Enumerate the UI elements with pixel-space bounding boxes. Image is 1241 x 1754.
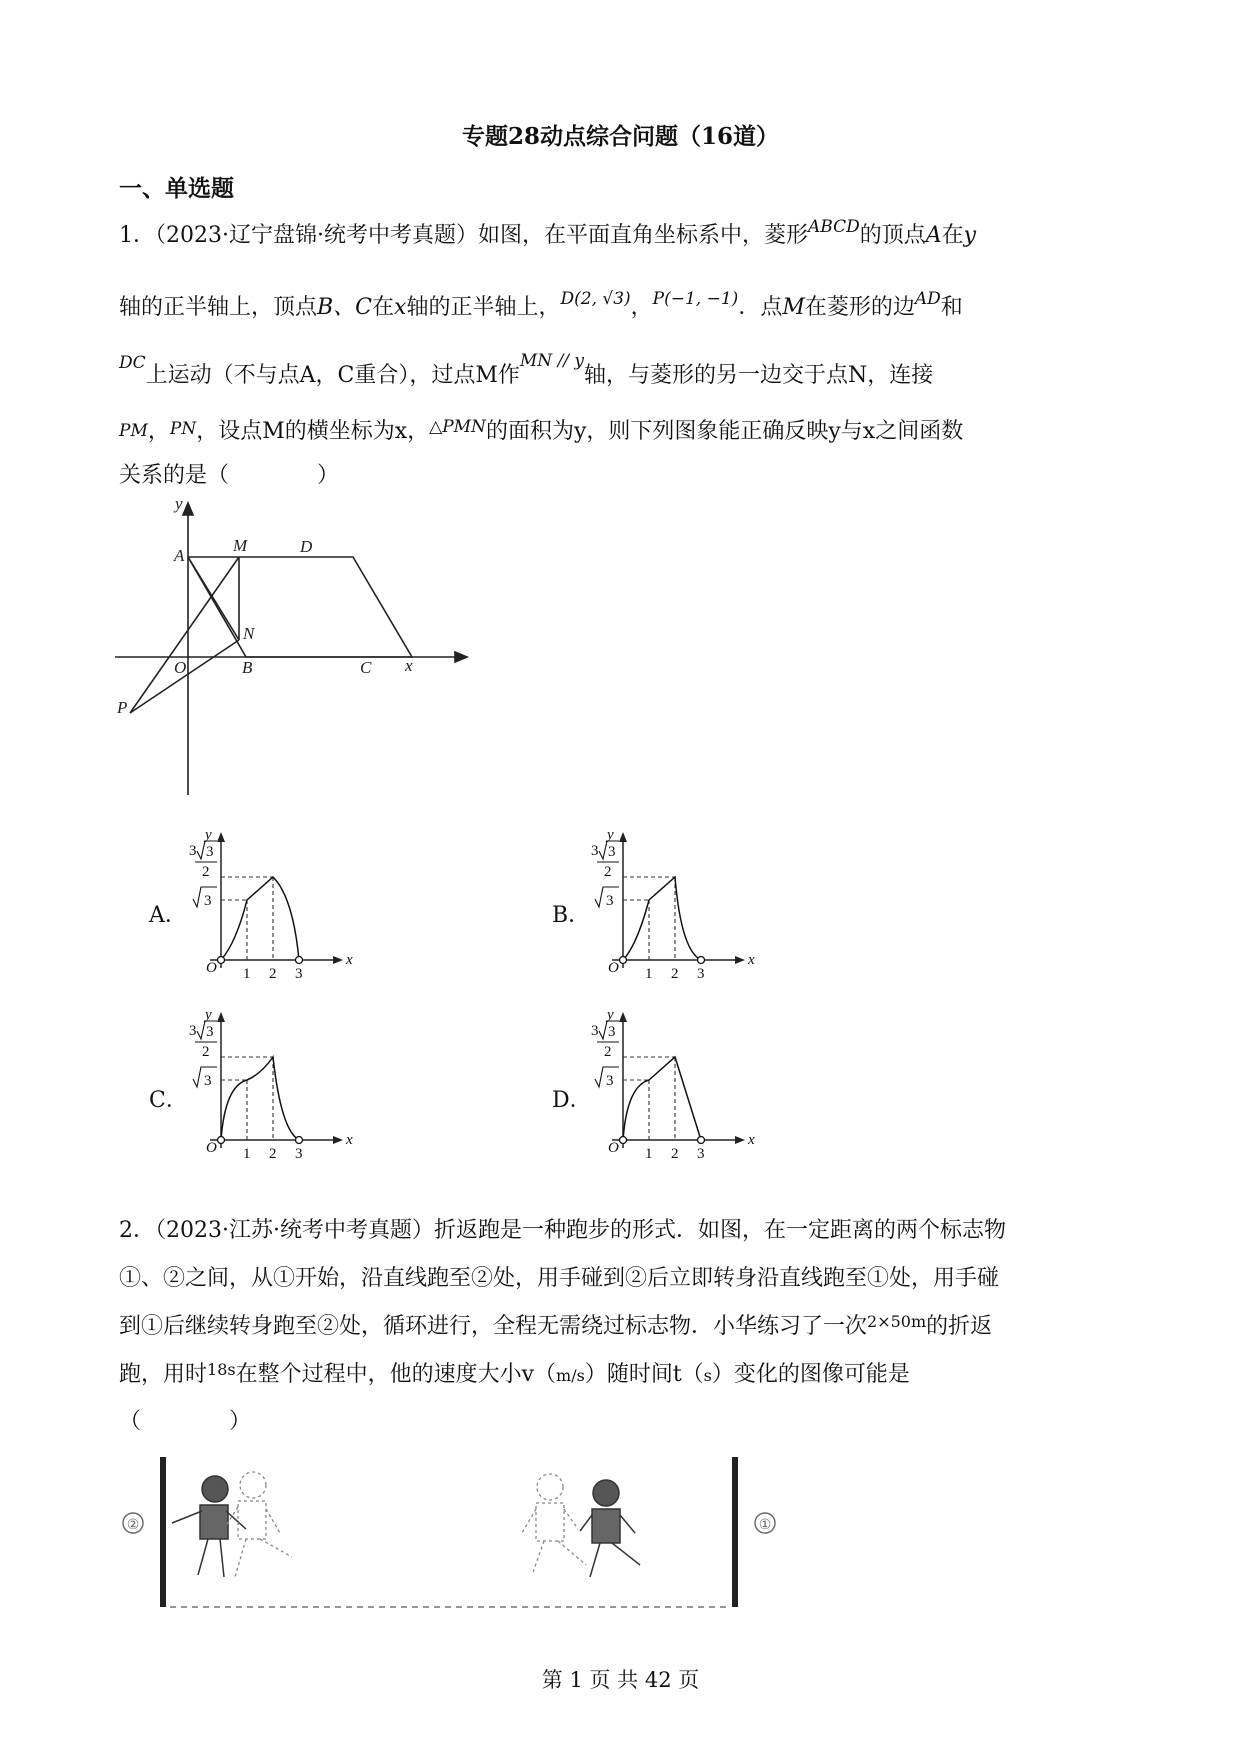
y-axis-label: y — [607, 827, 614, 843]
origin-label: O — [206, 1140, 217, 1156]
y-label-top-root: 3 — [206, 1024, 214, 1040]
open-point-origin — [620, 957, 627, 964]
tick-label-2: 2 — [269, 966, 277, 982]
graph-curve — [623, 1057, 701, 1140]
y-axis-label: y — [607, 1007, 614, 1023]
y-axis-label: y — [205, 827, 212, 843]
y-label-top-root: 3 — [206, 844, 214, 860]
y-label-top-coeff: 3 — [189, 843, 197, 859]
y-label-low-root: 3 — [204, 893, 212, 909]
tick-label-3: 3 — [295, 1146, 303, 1162]
origin-label: O — [206, 960, 217, 976]
q2-line-3: 到①后继续转身跑至②处，循环进行，全程无需绕过标志物．小华练习了一次$^{2\times 50m}$的折返 — [119, 1312, 993, 1339]
tick-label-1: 1 — [243, 966, 251, 982]
x-axis-arrow — [333, 1136, 343, 1144]
q1-line-1: 1．（2023·辽宁盘锦·统考中考真题）如图，在平面直角坐标系中，菱形$^{ABCD}$的顶点A在y — [119, 217, 977, 248]
fig-label-N: N — [243, 624, 255, 643]
x-axis-arrow — [735, 1136, 745, 1144]
x-axis-label: x — [346, 1132, 353, 1148]
tick-label-2: 2 — [671, 1146, 679, 1162]
tick-label-1: 1 — [645, 1146, 653, 1162]
q2-line-2: ①、②之间，从①开始，沿直线跑至②处，用手碰到②后立即转身沿直线跑至①处，用手碰 — [119, 1266, 1000, 1291]
y-axis-arrow — [619, 1012, 627, 1022]
open-point-x3 — [296, 1137, 303, 1144]
y-label-top-den: 2 — [202, 1044, 210, 1060]
open-point-x3 — [698, 957, 705, 964]
y-label-top-den: 2 — [604, 864, 612, 880]
q2-line-4: 跑，用时$^{18s}$在整个过程中，他的速度大小v（m/s）随时间t（s）变化的图像可能是 — [119, 1360, 910, 1387]
origin-label: O — [608, 960, 619, 976]
fig-label-M: M — [233, 536, 248, 555]
q1-line-4: PM，PN，设点M的横坐标为x，$^{\triangle PMN}$的面积为y，则下列图象能正确反映y与x之间函数 — [119, 417, 964, 444]
rhombus-figure — [115, 495, 475, 805]
option-d-graph[interactable] — [592, 1005, 782, 1165]
open-point-x3 — [698, 1137, 705, 1144]
y-label-low-root: 3 — [606, 1073, 614, 1089]
fig-label-P: P — [117, 698, 128, 717]
graph-curve — [221, 1057, 299, 1140]
page-footer: 第 1 页 共 42 页 — [541, 1668, 700, 1692]
option-c-label[interactable]: C． — [149, 1088, 188, 1113]
tick-label-2: 2 — [671, 966, 679, 982]
tick-label-2: 2 — [269, 1146, 277, 1162]
q1-line-5: 关系的是（ ） — [119, 463, 340, 488]
y-axis-arrow — [619, 832, 627, 842]
marker-2-label: ② — [126, 1518, 140, 1533]
option-b-graph[interactable] — [592, 825, 772, 985]
x-axis-label: x — [748, 952, 755, 968]
fig-label-x: x — [405, 656, 413, 675]
q2-line-5: （ ） — [119, 1409, 252, 1434]
tick-label-3: 3 — [697, 1146, 705, 1162]
x-axis-arrow — [735, 956, 745, 964]
y-label-top-coeff: 3 — [591, 843, 599, 859]
graph-curve — [221, 877, 299, 960]
y-axis-label: y — [205, 1007, 212, 1023]
y-label-top-coeff: 3 — [189, 1023, 197, 1039]
section-heading: 一、单选题 — [119, 175, 234, 202]
runner-right-dashed — [522, 1474, 586, 1575]
option-c-graph[interactable] — [190, 1005, 380, 1165]
y-label-top-root: 3 — [608, 1024, 616, 1040]
open-point-origin — [620, 1137, 627, 1144]
fig-label-O: O — [174, 658, 187, 677]
y-label-top-den: 2 — [604, 1044, 612, 1060]
q1-line-3: $^{DC}$上运动（不与点A，C重合），过点M作$^{MN // y}$轴，与菱形的另一边交于点N，连接 — [119, 351, 934, 388]
fig-label-D: D — [300, 537, 313, 556]
x-axis-label: x — [748, 1132, 755, 1148]
runner-left-solid — [172, 1476, 246, 1577]
x-axis-label: x — [346, 952, 353, 968]
option-d-label[interactable]: D． — [552, 1088, 592, 1113]
shuttle-run-illustration — [120, 1447, 800, 1617]
origin-label: O — [608, 1140, 619, 1156]
y-label-top-coeff: 3 — [591, 1023, 599, 1039]
tick-label-1: 1 — [243, 1146, 251, 1162]
option-a-label[interactable]: A． — [149, 903, 187, 928]
page-title: 专题28动点综合问题（16道） — [461, 123, 779, 150]
q1-line-2: 轴的正半轴上，顶点B、C在x轴的正半轴上，$^{D(2, √3)}$，$^{P(-1, -1)}$．点M在菱形的边$^{AD}$和 — [119, 289, 963, 320]
marker-1-label: ① — [758, 1518, 772, 1533]
y-label-low-root: 3 — [204, 1073, 212, 1089]
y-axis-arrow — [217, 832, 225, 842]
runner-left-dashed — [225, 1472, 292, 1577]
x-axis-arrow — [333, 956, 343, 964]
tick-label-3: 3 — [697, 966, 705, 982]
open-point-origin — [218, 957, 225, 964]
tick-label-3: 3 — [295, 966, 303, 982]
fig-label-B: B — [242, 658, 253, 677]
fig-label-A: A — [174, 546, 185, 565]
fig-label-y: y — [175, 494, 183, 513]
y-label-top-root: 3 — [608, 844, 616, 860]
q2-line-1: 2．（2023·江苏·统考中考真题）折返跑是一种跑步的形式．如图，在一定距离的两个标志物 — [119, 1218, 1006, 1243]
runner-right-solid — [580, 1480, 640, 1577]
option-b-label[interactable]: B． — [552, 903, 591, 928]
tick-label-1: 1 — [645, 966, 653, 982]
y-axis-arrow — [217, 1012, 225, 1022]
open-point-origin — [218, 1137, 225, 1144]
open-point-x3 — [296, 957, 303, 964]
fig-label-C: C — [360, 658, 372, 677]
y-label-low-root: 3 — [606, 893, 614, 909]
y-label-top-den: 2 — [202, 864, 210, 880]
option-a-graph[interactable] — [190, 825, 370, 985]
graph-curve — [623, 877, 701, 960]
